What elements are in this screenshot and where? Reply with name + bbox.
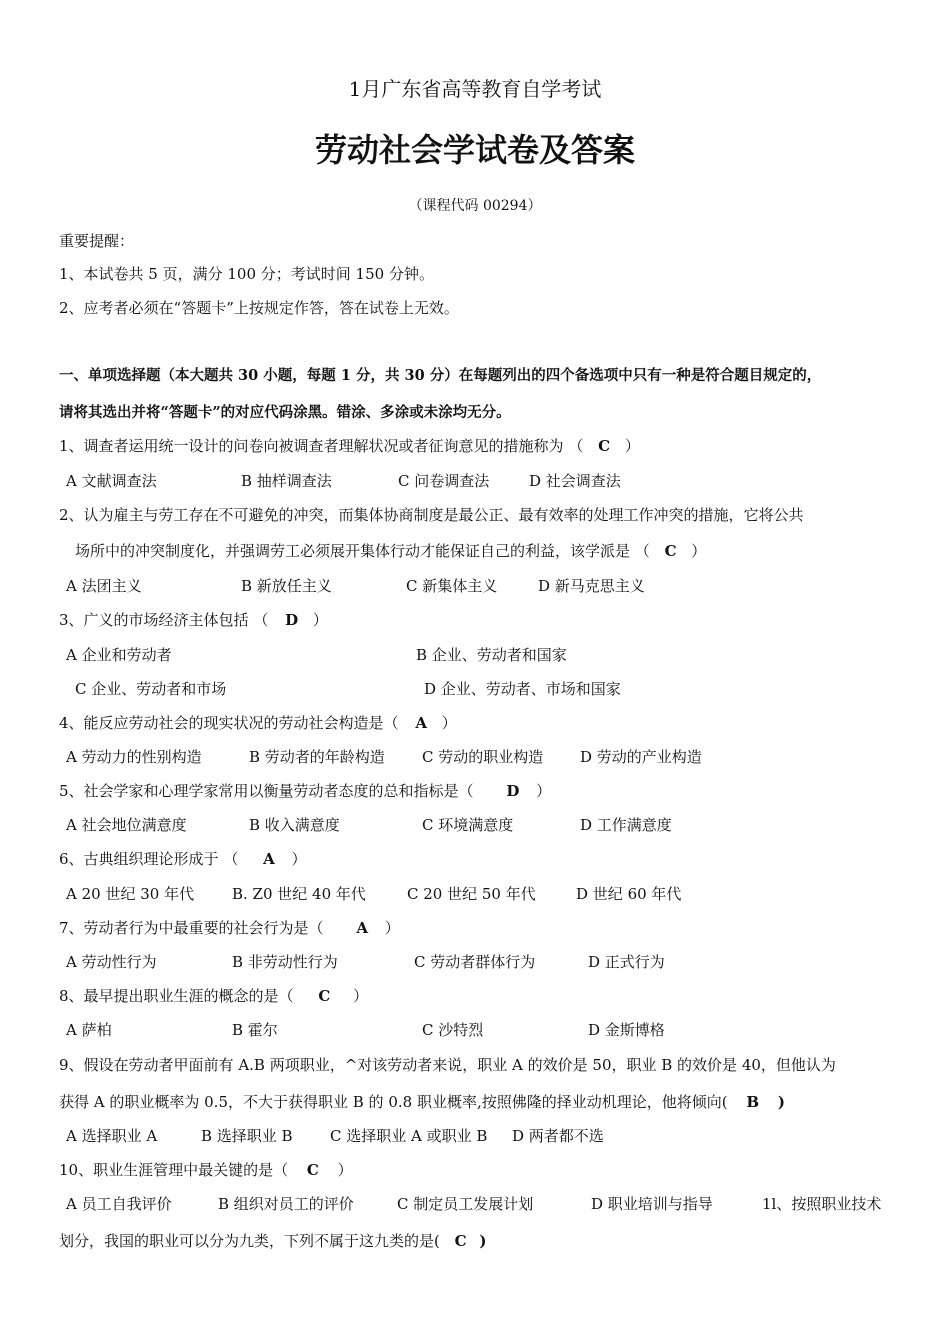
option: B 新放任主义 (241, 577, 332, 595)
option: A 萨柏 (66, 1021, 112, 1039)
option: A 20 世纪 30 年代 (66, 885, 195, 903)
answer-close: ） (384, 919, 400, 937)
answer-key: B (746, 1093, 760, 1111)
answer-close: ） (312, 611, 328, 629)
question-9: 9、假设在劳动者甲面前有 A.B 两项职业，^对该劳动者来说，职业 A 的效价是 50，职业 B 的效价是 40，但他认为 (59, 1056, 836, 1074)
option: C 20 世纪 50 年代 (407, 885, 536, 903)
answer-key: C (664, 542, 677, 560)
question-5 (59, 781, 551, 801)
answer-close: ） (624, 437, 640, 455)
notice-item: 2、应考者必须在“答题卡”上按规定作答，答在试卷上无效。 (59, 299, 459, 317)
question-stem: 5、社会学家和心理学家常用以衡量劳动者态度的总和指标是（ (59, 782, 474, 800)
question-stem: 4、能反应劳动社会的现实状况的劳动社会构造是（ (59, 714, 399, 732)
option: A 选择职业 A (66, 1127, 158, 1145)
option: D 工作满意度 (580, 816, 672, 834)
option: C 制定员工发展计划 (397, 1195, 534, 1213)
option: C 新集体主义 (406, 577, 498, 595)
notice-heading: 重要提醒： (59, 232, 135, 250)
answer-close: ) (777, 1093, 785, 1111)
option: C 企业、劳动者和市场 (75, 680, 227, 698)
question-stem: 1、调查者运用统一设计的问卷向被调查者理解状况或者征询意见的措施称为 （ (59, 437, 584, 455)
option: C 选择职业 A 或职业 B (330, 1127, 488, 1145)
option: B 非劳动性行为 (232, 953, 338, 971)
option: D 企业、劳动者、市场和国家 (424, 680, 621, 698)
question-7 (59, 918, 400, 938)
option: D 世纪 60 年代 (576, 885, 682, 903)
question-stem: 7、劳动者行为中最重要的社会行为是（ (59, 919, 324, 937)
option: C 环境满意度 (422, 816, 514, 834)
course-code: （课程代码 00294） (408, 198, 542, 214)
question-stem: 8、最早提出职业生涯的概念的是（ (59, 987, 294, 1005)
option: A 文献调查法 (66, 472, 157, 490)
section-instruction: 请将其选出并将“答题卡”的对应代码涂黑。错涂、多涂或未涂均无分。 (59, 404, 511, 421)
question-2: 2、认为雇主与劳工存在不可避免的冲突，而集体协商制度是最公正、最有效率的处理工作冲突的措施，它将公共 (59, 506, 804, 524)
question-stem: 场所中的冲突制度化，并强调劳工必须展开集体行动才能保证自己的利益，该学派是 （ (75, 542, 650, 560)
question-stem: 6、古典组织理论形成于 （ (59, 850, 239, 868)
option: B 劳动者的年龄构造 (249, 748, 385, 766)
answer-key: C (598, 437, 611, 455)
question-3 (59, 610, 328, 630)
option: B 抽样调查法 (241, 472, 332, 490)
answer-close: ） (441, 714, 457, 732)
question-1 (59, 436, 640, 456)
answer-close: ） (691, 542, 707, 560)
answer-key: A (263, 850, 275, 868)
question-stem: 划分，我国的职业可以分为九类，下列不属于这九类的是( (59, 1232, 440, 1250)
option: A 企业和劳动者 (66, 646, 172, 664)
option: A 员工自我评价 (66, 1195, 172, 1213)
question-4 (59, 713, 457, 733)
answer-close: ） (353, 987, 369, 1005)
question-11-cont (59, 1231, 486, 1251)
section-heading: 一、单项选择题（本大题共 30 小题，每题 1 分，共 30 分）在每题列出的四个备选项中只有一种是符合题目规定的， (59, 367, 822, 384)
option: B. Z0 世纪 40 年代 (232, 885, 366, 903)
question-stem: 获得 A 的职业概率为 0.5，不大于获得职业 B 的 0.8 职业概率,按照佛隆的择业动机理论，他将倾向( (59, 1093, 728, 1111)
option: C 劳动的职业构造 (422, 748, 544, 766)
question-9-cont (59, 1092, 785, 1112)
option: A 法团主义 (66, 577, 142, 595)
question-2-cont (75, 541, 706, 561)
option: C 问卷调查法 (398, 472, 490, 490)
option: B 企业、劳动者和国家 (416, 646, 567, 664)
option: B 选择职业 B (201, 1127, 293, 1145)
answer-close: ） (337, 1161, 353, 1179)
option: B 收入满意度 (249, 816, 340, 834)
answer-close: ） (536, 782, 552, 800)
option: C 劳动者群体行为 (414, 953, 536, 971)
option: A 劳动力的性别构造 (66, 748, 202, 766)
question-8 (59, 986, 368, 1006)
option: D 金斯博格 (588, 1021, 665, 1039)
option: B 组织对员工的评价 (218, 1195, 354, 1213)
question-6 (59, 849, 307, 869)
page-title: 劳动社会学试卷及答案 (314, 131, 635, 169)
question-stem: 3、广义的市场经济主体包括 （ (59, 611, 269, 629)
option: D 社会调查法 (529, 472, 621, 490)
option: D 正式行为 (588, 953, 665, 971)
answer-key: A (415, 714, 427, 732)
answer-key: A (356, 919, 368, 937)
answer-key: C (318, 987, 331, 1005)
exam-subtitle: 1月广东省高等教育自学考试 (348, 77, 602, 101)
question-10 (59, 1160, 353, 1180)
option: C 沙特烈 (422, 1021, 484, 1039)
question-stem: 10、职业生涯管理中最关键的是（ (59, 1161, 289, 1179)
answer-key: C (454, 1232, 467, 1250)
answer-key: D (285, 611, 299, 629)
option: D 职业培训与指导 (591, 1195, 713, 1213)
answer-key: C (306, 1161, 319, 1179)
notice-item: 1、本试卷共 5 页，满分 100 分；考试时间 150 分钟。 (59, 265, 434, 283)
option: D 劳动的产业构造 (580, 748, 702, 766)
answer-key: D (506, 782, 520, 800)
option: D 新马克思主义 (538, 577, 645, 595)
option: A 劳动性行为 (66, 953, 157, 971)
option: D 两者都不选 (512, 1127, 604, 1145)
option: B 霍尔 (232, 1021, 278, 1039)
option: A 社会地位满意度 (66, 816, 187, 834)
answer-close: ) (479, 1232, 487, 1250)
question-11: 1l、按照职业技术 (762, 1195, 882, 1213)
answer-close: ） (291, 850, 307, 868)
